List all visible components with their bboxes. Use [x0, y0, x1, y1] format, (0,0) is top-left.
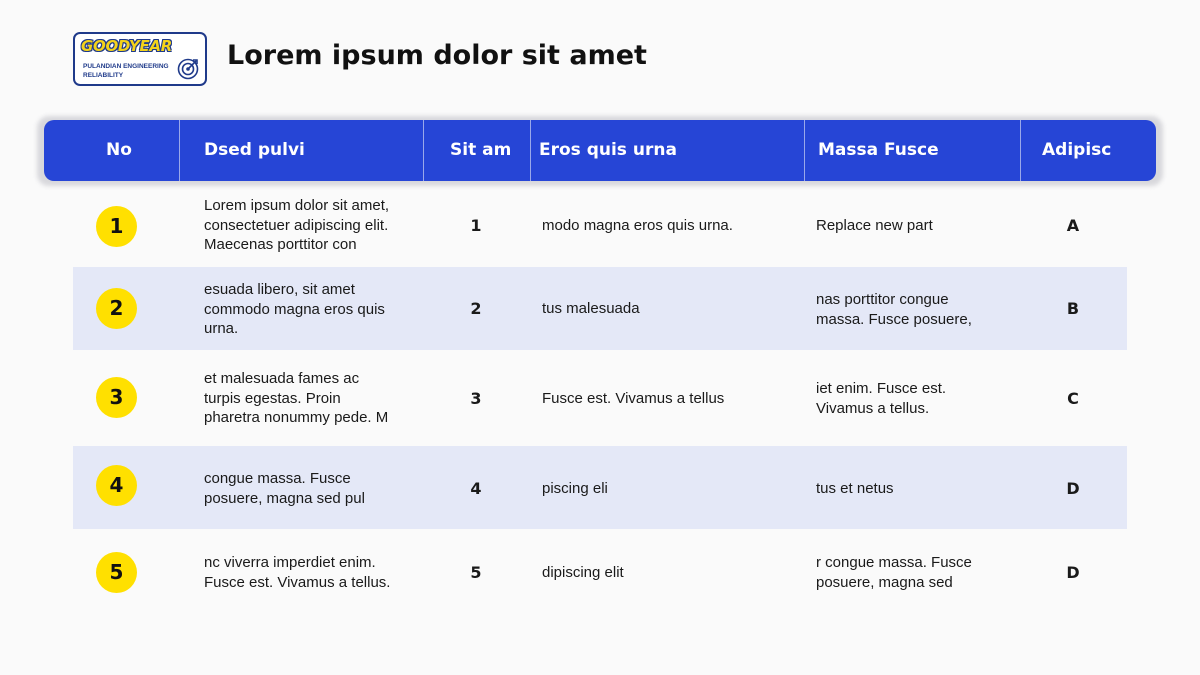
header-divider [179, 120, 180, 181]
header-desc: Dsed pulvi [204, 140, 305, 160]
header-eros: Eros quis urna [539, 140, 677, 160]
table-row [73, 267, 1127, 350]
row-number-badge: 1 [96, 206, 137, 247]
row-eros: piscing eli [542, 480, 608, 497]
table-row [73, 184, 1127, 267]
row-massa: nas porttitor congue massa. Fusce posuere, [816, 291, 972, 328]
header-no: No [106, 140, 132, 160]
page-title: Lorem ipsum dolor sit amet [227, 40, 647, 71]
header-divider [530, 120, 531, 181]
goodyear-logo [73, 32, 207, 86]
row-massa: iet enim. Fusce est. Vivamus a tellus. [816, 380, 947, 417]
row-description: congue massa. Fusce posuere, magna sed pul [204, 470, 365, 507]
row-grade: B [1066, 299, 1080, 318]
header-massa: Massa Fusce [818, 140, 939, 160]
row-massa: r congue massa. Fusce posuere, magna sed [816, 554, 972, 591]
row-eros: Fusce est. Vivamus a tellus [542, 390, 725, 407]
row-massa: Replace new part [816, 217, 933, 234]
row-description: et malesuada fames ac turpis egestas. Proin pharetra nonummy pede. M [204, 370, 389, 426]
row-number-badge: 3 [96, 377, 137, 418]
header-num: Sit am [450, 140, 512, 160]
header-divider [423, 120, 424, 181]
row-grade: D [1066, 479, 1080, 498]
table-row [73, 446, 1127, 529]
row-description: nc viverra imperdiet enim. Fusce est. Vivamus a tellus. [204, 554, 391, 591]
header-divider [804, 120, 805, 181]
table-row [73, 350, 1127, 446]
row-sit-am: 1 [470, 216, 482, 235]
row-number-badge: 4 [96, 465, 137, 506]
row-eros: tus malesuada [542, 300, 640, 317]
row-massa: tus et netus [816, 480, 894, 497]
row-sit-am: 2 [470, 299, 482, 318]
row-description: Lorem ipsum dolor sit amet, consectetuer adipiscing elit. Maecenas porttitor con [204, 197, 390, 253]
row-sit-am: 4 [470, 479, 482, 498]
header-divider [1020, 120, 1021, 181]
row-sit-am: 5 [470, 563, 482, 582]
row-grade: C [1067, 389, 1079, 408]
row-grade: A [1066, 216, 1080, 235]
row-number-badge: 2 [96, 288, 137, 329]
target-icon [177, 58, 199, 80]
table-header [44, 120, 1156, 181]
row-eros: dipiscing elit [542, 564, 624, 581]
header-grade: Adipisc [1042, 140, 1112, 160]
row-grade: D [1066, 563, 1080, 582]
row-eros: modo magna eros quis urna. [542, 217, 733, 234]
row-number-badge: 5 [96, 552, 137, 593]
table-row [73, 529, 1127, 617]
row-sit-am: 3 [470, 389, 482, 408]
row-description: esuada libero, sit amet commodo magna eros quis urna. [204, 281, 385, 337]
logo-subtitle: PULANDIAN ENGINEERING RELIABILITY [83, 63, 169, 79]
logo-brand: GOODYEAR [81, 37, 172, 55]
